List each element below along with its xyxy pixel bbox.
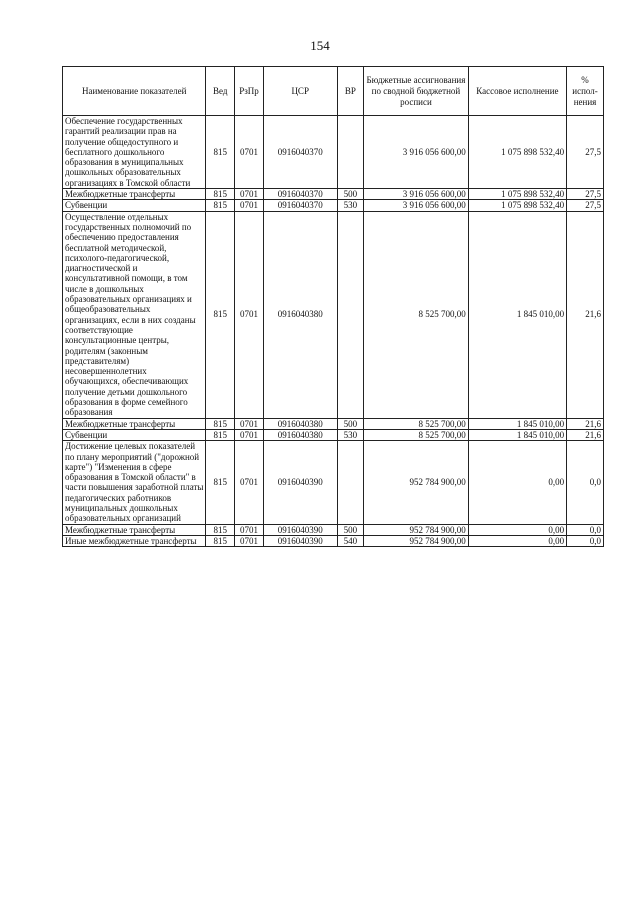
cell-rzpr: 0701: [235, 418, 264, 429]
cell-csr: 0916040380: [263, 418, 337, 429]
cell-rzpr: 0701: [235, 524, 264, 535]
table-row: [63, 189, 604, 200]
cell-cash: 1 845 010,00: [468, 211, 566, 418]
cell-csr: 0916040390: [263, 535, 337, 546]
cell-name: Достижение целевых показателей по плану мероприятий ("дорожной карте") "Изменения в сфере образования в Томской области" в части повышения заработной платы педагогических работников муниципальных дошкольных образовательных организаций: [63, 441, 206, 524]
table-row: [63, 441, 604, 524]
page-number: 154: [310, 38, 330, 53]
cell-pct: 27,5: [567, 200, 604, 211]
cell-vr: 530: [337, 429, 364, 440]
table-row: [63, 429, 604, 440]
cell-budget: 3 916 056 600,00: [364, 116, 469, 189]
cell-rzpr: 0701: [235, 441, 264, 524]
cell-ved: 815: [206, 200, 235, 211]
cell-name: Субвенции: [63, 200, 206, 211]
table-row: [63, 418, 604, 429]
cell-ved: 815: [206, 211, 235, 418]
cell-vr: [337, 441, 364, 524]
cell-name: Осуществление отдельных государственных полномочий по обеспечению предоставления бесплатной методической, психолого-педагогической, диагностической и консультативной помощи, в том числе в дошкольных образовательных организациях и общеобразовательных организациях, если в них созданы соответствующие консультационные центры, родителям (законным представителям) несовершеннолетних обучающихся, обеспечивающих получение детьми дошкольного образования в форме семейного образования: [63, 211, 206, 418]
header-cash: Кассовое исполнение: [468, 67, 566, 116]
cell-csr: 0916040370: [263, 189, 337, 200]
cell-vr: [337, 116, 364, 189]
cell-name: Субвенции: [63, 429, 206, 440]
cell-vr: 530: [337, 200, 364, 211]
cell-cash: 1 845 010,00: [468, 418, 566, 429]
header-budget: Бюджетные ассигнования по сводной бюджетной росписи: [364, 67, 469, 116]
cell-rzpr: 0701: [235, 189, 264, 200]
table-row: [63, 211, 604, 418]
cell-budget: 952 784 900,00: [364, 524, 469, 535]
cell-budget: 952 784 900,00: [364, 535, 469, 546]
cell-pct: 21,6: [567, 211, 604, 418]
cell-ved: 815: [206, 418, 235, 429]
table-row: [63, 524, 604, 535]
cell-name: Межбюджетные трансферты: [63, 418, 206, 429]
cell-pct: 27,5: [567, 116, 604, 189]
cell-pct: 21,6: [567, 418, 604, 429]
cell-budget: 8 525 700,00: [364, 429, 469, 440]
header-vr: ВР: [337, 67, 364, 116]
cell-budget: 8 525 700,00: [364, 418, 469, 429]
header-name: Наименование показателей: [63, 67, 206, 116]
header-rzpr: РзПр: [235, 67, 264, 116]
cell-name: Иные межбюджетные трансферты: [63, 535, 206, 546]
cell-cash: 0,00: [468, 441, 566, 524]
cell-csr: 0916040390: [263, 441, 337, 524]
cell-pct: 0,0: [567, 524, 604, 535]
cell-budget: 8 525 700,00: [364, 211, 469, 418]
cell-rzpr: 0701: [235, 200, 264, 211]
cell-budget: 3 916 056 600,00: [364, 200, 469, 211]
cell-vr: 540: [337, 535, 364, 546]
cell-name: Межбюджетные трансферты: [63, 189, 206, 200]
cell-cash: 1 075 898 532,40: [468, 189, 566, 200]
budget-execution-table: [62, 66, 604, 547]
cell-cash: 1 845 010,00: [468, 429, 566, 440]
cell-csr: 0916040370: [263, 116, 337, 189]
cell-ved: 815: [206, 189, 235, 200]
cell-cash: 1 075 898 532,40: [468, 116, 566, 189]
table-row: [63, 116, 604, 189]
cell-ved: 815: [206, 535, 235, 546]
cell-csr: 0916040380: [263, 211, 337, 418]
header-ved: Вед: [206, 67, 235, 116]
cell-budget: 952 784 900,00: [364, 441, 469, 524]
cell-name: Обеспечение государственных гарантий реализации прав на получение общедоступного и бесплатного дошкольного образования в муниципальных дошкольных образовательных организациях в Томской области: [63, 116, 206, 189]
cell-name: Межбюджетные трансферты: [63, 524, 206, 535]
cell-pct: 21,6: [567, 429, 604, 440]
cell-pct: 27,5: [567, 189, 604, 200]
cell-vr: 500: [337, 418, 364, 429]
cell-ved: 815: [206, 524, 235, 535]
cell-budget: 3 916 056 600,00: [364, 189, 469, 200]
header-percent: % испол-нения: [567, 67, 604, 116]
header-csr: ЦСР: [263, 67, 337, 116]
cell-csr: 0916040370: [263, 200, 337, 211]
cell-cash: 0,00: [468, 524, 566, 535]
cell-pct: 0,0: [567, 441, 604, 524]
cell-ved: 815: [206, 116, 235, 189]
cell-rzpr: 0701: [235, 211, 264, 418]
cell-csr: 0916040390: [263, 524, 337, 535]
cell-vr: 500: [337, 524, 364, 535]
cell-ved: 815: [206, 441, 235, 524]
cell-rzpr: 0701: [235, 535, 264, 546]
table-row: [63, 200, 604, 211]
cell-ved: 815: [206, 429, 235, 440]
cell-pct: 0,0: [567, 535, 604, 546]
table-row: [63, 535, 604, 546]
cell-rzpr: 0701: [235, 429, 264, 440]
cell-vr: [337, 211, 364, 418]
table-header-row: [63, 67, 604, 116]
cell-cash: 1 075 898 532,40: [468, 200, 566, 211]
cell-rzpr: 0701: [235, 116, 264, 189]
cell-cash: 0,00: [468, 535, 566, 546]
cell-csr: 0916040380: [263, 429, 337, 440]
cell-vr: 500: [337, 189, 364, 200]
